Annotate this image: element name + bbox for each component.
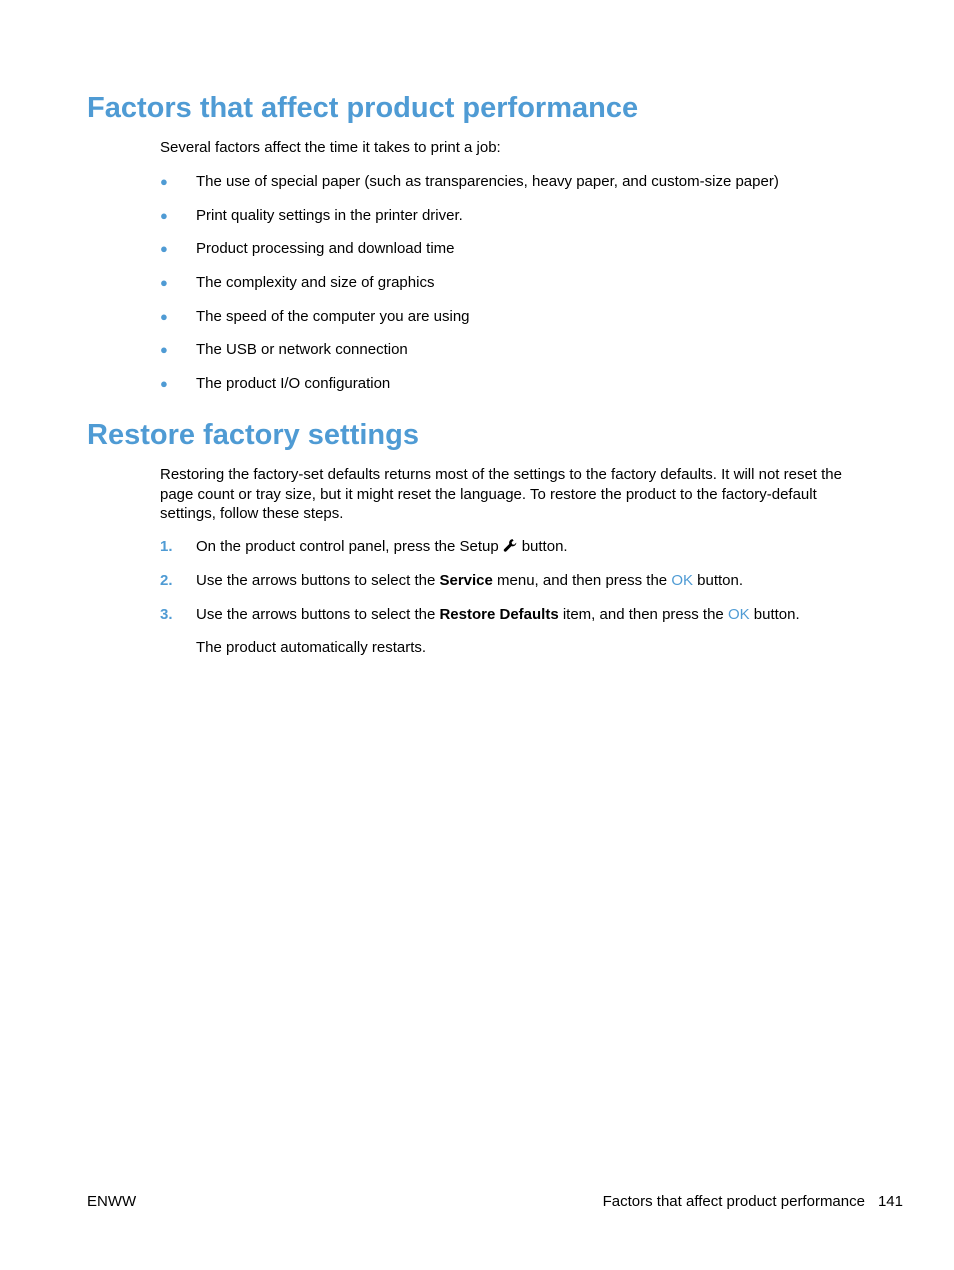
step-3-text: Use the arrows buttons to select the Restore Defaults item, and then press the OK button. bbox=[196, 606, 800, 623]
bullet-icon: ● bbox=[160, 241, 168, 256]
ok-button-ref: OK bbox=[727, 606, 750, 623]
ok-button-ref: OK bbox=[671, 572, 693, 589]
bullet-icon: ● bbox=[160, 208, 168, 223]
section-heading-restore: Restore factory settings bbox=[87, 419, 419, 451]
list-item: The complexity and size of graphics bbox=[196, 274, 435, 291]
step-1-text: On the product control panel, press the Setup button. bbox=[196, 538, 568, 555]
bullet-icon: ● bbox=[160, 174, 168, 189]
step-number: 3. bbox=[160, 606, 173, 623]
intro-paragraph: Several factors affect the time it takes to print a job: bbox=[160, 139, 501, 156]
step-number: 2. bbox=[160, 572, 173, 589]
step-2-text: Use the arrows buttons to select the Service menu, and then press the OK button. bbox=[196, 572, 744, 589]
footer-title: Factors that affect product performance bbox=[602, 1193, 865, 1210]
menu-name-service: Service bbox=[439, 572, 493, 589]
bullet-icon: ● bbox=[160, 376, 168, 391]
list-item: Print quality settings in the printer driver. bbox=[196, 207, 463, 224]
step-number: 1. bbox=[160, 538, 173, 555]
list-item: Product processing and download time bbox=[196, 240, 455, 257]
wrench-icon bbox=[503, 538, 518, 553]
restore-paragraph: Restoring the factory-set defaults returns most of the settings to the factory defaults. It will not reset the page count or tray size, but it might reset the language. To restore the product to the factory-default settings, follow these steps. bbox=[160, 466, 842, 522]
bullet-icon: ● bbox=[160, 342, 168, 357]
list-item: The product I/O configuration bbox=[196, 375, 391, 392]
list-item: The speed of the computer you are using bbox=[196, 308, 470, 325]
footer-right bbox=[603, 1192, 903, 1211]
list-item: The USB or network connection bbox=[196, 341, 408, 358]
step-result: The product automatically restarts. bbox=[196, 639, 427, 656]
section-heading-performance: Factors that affect product performance bbox=[87, 92, 639, 124]
item-name-restore-defaults: Restore Defaults bbox=[439, 606, 559, 623]
footer-left: ENWW bbox=[87, 1193, 137, 1210]
bullet-icon: ● bbox=[160, 309, 168, 324]
list-item: The use of special paper (such as transparencies, heavy paper, and custom-size paper) bbox=[196, 173, 779, 190]
bullet-icon: ● bbox=[160, 275, 168, 290]
page-number: 141 bbox=[877, 1193, 903, 1210]
